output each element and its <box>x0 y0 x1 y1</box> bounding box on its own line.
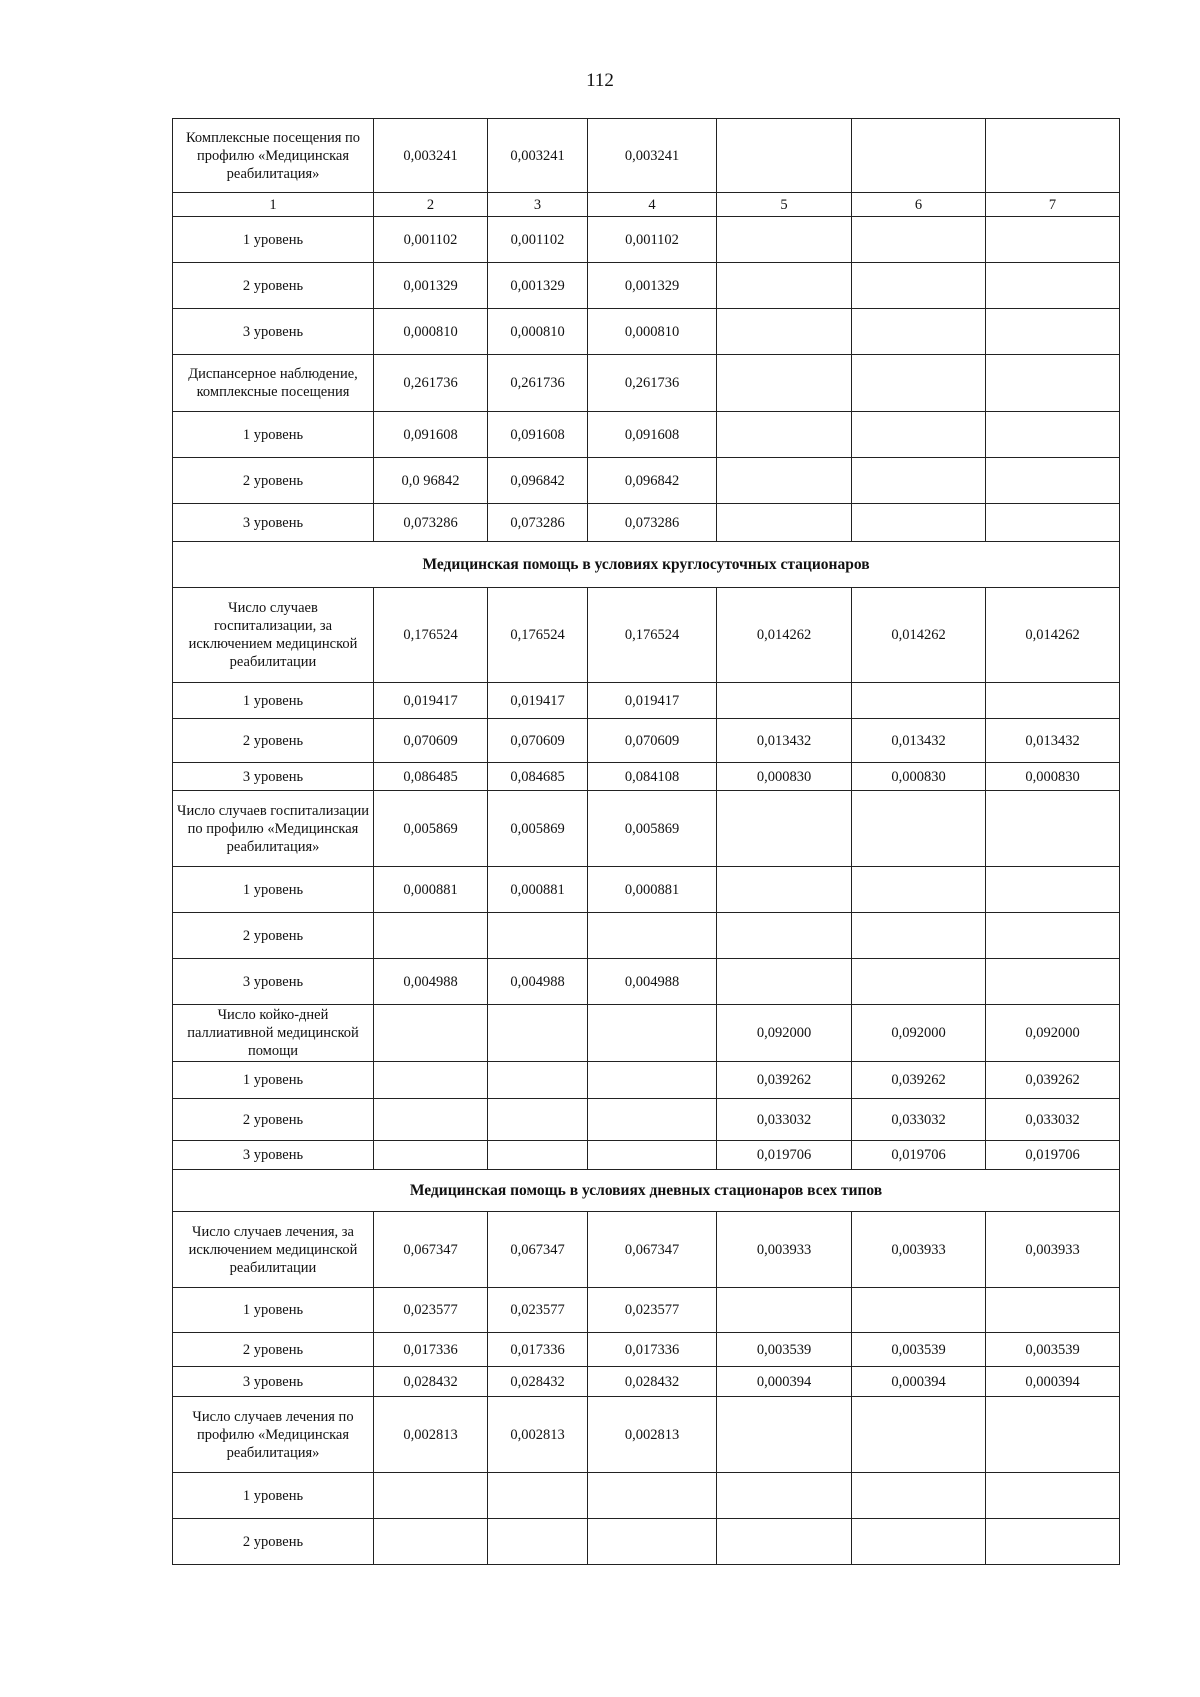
data-table <box>172 118 1120 1565</box>
table-cell: 0,019706 <box>986 1141 1120 1170</box>
row-label: 3 уровень <box>173 504 374 542</box>
table-cell <box>488 1473 588 1519</box>
table-cell: 0,005869 <box>374 791 488 867</box>
section-header-row <box>173 1170 1120 1212</box>
row-label: 2 уровень <box>173 719 374 763</box>
row-label: 1 уровень <box>173 1288 374 1333</box>
section-title: Медицинская помощь в условиях круглосуточных стационаров <box>173 542 1120 588</box>
table-cell <box>986 1473 1120 1519</box>
table-cell: 0,092000 <box>852 1005 986 1062</box>
table-cell <box>986 1397 1120 1473</box>
table-row <box>173 1288 1120 1333</box>
table-cell: 0,039262 <box>986 1062 1120 1099</box>
table-cell <box>374 1519 488 1565</box>
table-cell <box>986 355 1120 412</box>
table-cell <box>717 1519 852 1565</box>
table-row <box>173 1519 1120 1565</box>
table-cell: 0,002813 <box>488 1397 588 1473</box>
table-cell <box>852 1519 986 1565</box>
table-cell: 0,092000 <box>717 1005 852 1062</box>
table-cell: 0,000881 <box>488 867 588 913</box>
section-header-row <box>173 542 1120 588</box>
table-cell <box>852 119 986 193</box>
table-cell: 0,002813 <box>374 1397 488 1473</box>
row-label: 3 уровень <box>173 309 374 355</box>
table-row <box>173 1397 1120 1473</box>
row-label: 3 уровень <box>173 959 374 1005</box>
table-cell <box>717 867 852 913</box>
row-label: Число койко-дней паллиативной медицинской помощи <box>173 1005 374 1062</box>
table-cell <box>717 217 852 263</box>
table-cell: 0,014262 <box>852 588 986 683</box>
table-row <box>173 309 1120 355</box>
table-row <box>173 1099 1120 1141</box>
table-row <box>173 867 1120 913</box>
table-cell <box>986 217 1120 263</box>
table-cell <box>488 1099 588 1141</box>
table-cell <box>852 355 986 412</box>
table-cell <box>852 309 986 355</box>
table-cell: 0,003933 <box>717 1212 852 1288</box>
table-cell <box>986 458 1120 504</box>
table-cell: 0,000881 <box>374 867 488 913</box>
table-cell <box>852 504 986 542</box>
table-cell: 0,003933 <box>986 1212 1120 1288</box>
table-cell <box>852 867 986 913</box>
table-cell <box>717 1473 852 1519</box>
table-cell: 0,000810 <box>374 309 488 355</box>
row-label: 1 уровень <box>173 217 374 263</box>
table-cell <box>717 1397 852 1473</box>
table-row <box>173 355 1120 412</box>
table-cell <box>488 1062 588 1099</box>
table-cell: 0,084108 <box>588 763 717 791</box>
table-cell: 0,019706 <box>717 1141 852 1170</box>
table-cell: 0,0 96842 <box>374 458 488 504</box>
table-cell: 0,067347 <box>588 1212 717 1288</box>
table-cell: 0,013432 <box>986 719 1120 763</box>
table-cell: 0,014262 <box>986 588 1120 683</box>
row-label: 2 уровень <box>173 263 374 309</box>
row-label: Число случаев госпитализации по профилю «Медицинская реабилитация» <box>173 791 374 867</box>
column-number: 1 <box>173 193 374 217</box>
table-cell: 0,001329 <box>588 263 717 309</box>
table-row <box>173 412 1120 458</box>
table-row <box>173 1062 1120 1099</box>
table-cell: 0,002813 <box>588 1397 717 1473</box>
row-label: 3 уровень <box>173 1367 374 1397</box>
table-cell <box>852 959 986 1005</box>
table-cell <box>717 412 852 458</box>
row-label: 3 уровень <box>173 1141 374 1170</box>
table-cell: 0,004988 <box>588 959 717 1005</box>
table-cell <box>374 913 488 959</box>
column-number-row <box>173 193 1120 217</box>
table-cell <box>717 504 852 542</box>
row-label: Число случаев лечения по профилю «Медицинская реабилитация» <box>173 1397 374 1473</box>
table-cell: 0,019706 <box>852 1141 986 1170</box>
row-label: Комплексные посещения по профилю «Медицинская реабилитация» <box>173 119 374 193</box>
table-cell: 0,070609 <box>488 719 588 763</box>
table-cell: 0,003241 <box>374 119 488 193</box>
table-cell <box>852 1473 986 1519</box>
table-cell: 0,023577 <box>588 1288 717 1333</box>
table-cell: 0,091608 <box>374 412 488 458</box>
table-cell: 0,176524 <box>588 588 717 683</box>
table-cell <box>374 1062 488 1099</box>
column-number: 3 <box>488 193 588 217</box>
table-cell <box>717 791 852 867</box>
row-label: 1 уровень <box>173 1062 374 1099</box>
table-cell: 0,017336 <box>374 1333 488 1367</box>
table-cell <box>986 683 1120 719</box>
table-cell <box>588 1005 717 1062</box>
table-cell <box>374 1141 488 1170</box>
table-row <box>173 1333 1120 1367</box>
table-cell <box>986 309 1120 355</box>
table-row <box>173 588 1120 683</box>
table-cell: 0,013432 <box>852 719 986 763</box>
table-cell <box>986 791 1120 867</box>
table-cell <box>986 504 1120 542</box>
table-cell <box>986 263 1120 309</box>
table-cell: 0,176524 <box>488 588 588 683</box>
table-row <box>173 504 1120 542</box>
table-cell: 0,001329 <box>488 263 588 309</box>
table-row <box>173 1141 1120 1170</box>
table-cell: 0,000830 <box>717 763 852 791</box>
table-row <box>173 913 1120 959</box>
row-label: 2 уровень <box>173 913 374 959</box>
table-cell <box>588 1519 717 1565</box>
table-cell <box>717 913 852 959</box>
table-cell <box>717 1288 852 1333</box>
row-label: 2 уровень <box>173 1099 374 1141</box>
table-cell <box>488 913 588 959</box>
table-row <box>173 1212 1120 1288</box>
table-cell <box>588 1099 717 1141</box>
table-cell <box>717 309 852 355</box>
table-cell: 0,261736 <box>488 355 588 412</box>
table-cell <box>588 1062 717 1099</box>
table-cell: 0,000810 <box>588 309 717 355</box>
table-cell: 0,019417 <box>488 683 588 719</box>
table-cell: 0,067347 <box>488 1212 588 1288</box>
table-cell: 0,019417 <box>374 683 488 719</box>
table-cell: 0,067347 <box>374 1212 488 1288</box>
table-cell <box>588 1141 717 1170</box>
row-label: 2 уровень <box>173 458 374 504</box>
table-cell <box>986 913 1120 959</box>
table-cell: 0,073286 <box>374 504 488 542</box>
table-cell: 0,028432 <box>588 1367 717 1397</box>
table-row <box>173 719 1120 763</box>
row-label: Число случаев госпитализации, за исключением медицинской реабилитации <box>173 588 374 683</box>
row-label: 2 уровень <box>173 1519 374 1565</box>
table-cell: 0,033032 <box>852 1099 986 1141</box>
table-cell <box>986 1519 1120 1565</box>
table-cell: 0,261736 <box>374 355 488 412</box>
table-cell <box>986 867 1120 913</box>
column-number: 2 <box>374 193 488 217</box>
table-cell: 0,000394 <box>852 1367 986 1397</box>
table-cell: 0,070609 <box>374 719 488 763</box>
table-cell <box>717 458 852 504</box>
table-cell: 0,000394 <box>986 1367 1120 1397</box>
table-cell: 0,003539 <box>852 1333 986 1367</box>
table-cell: 0,039262 <box>717 1062 852 1099</box>
table-cell: 0,000881 <box>588 867 717 913</box>
table-cell: 0,092000 <box>986 1005 1120 1062</box>
table-cell: 0,001329 <box>374 263 488 309</box>
table-cell: 0,017336 <box>588 1333 717 1367</box>
table-cell <box>986 1288 1120 1333</box>
table-row <box>173 1473 1120 1519</box>
table-cell: 0,000830 <box>986 763 1120 791</box>
table-cell <box>717 683 852 719</box>
table-cell <box>717 263 852 309</box>
table-cell <box>986 412 1120 458</box>
table-row <box>173 959 1120 1005</box>
table-cell: 0,096842 <box>488 458 588 504</box>
table-row <box>173 217 1120 263</box>
row-label: 1 уровень <box>173 1473 374 1519</box>
table-cell <box>488 1005 588 1062</box>
table-row <box>173 791 1120 867</box>
page-number: 112 <box>586 70 614 91</box>
table-cell <box>852 217 986 263</box>
table-row <box>173 1005 1120 1062</box>
table-cell: 0,001102 <box>488 217 588 263</box>
table-cell <box>852 913 986 959</box>
table-cell: 0,073286 <box>588 504 717 542</box>
table-cell: 0,033032 <box>986 1099 1120 1141</box>
row-label: Диспансерное наблюдение, комплексные посещения <box>173 355 374 412</box>
table-row <box>173 763 1120 791</box>
table-cell: 0,091608 <box>588 412 717 458</box>
table-cell: 0,070609 <box>588 719 717 763</box>
table-cell: 0,019417 <box>588 683 717 719</box>
table-cell: 0,004988 <box>488 959 588 1005</box>
column-number: 5 <box>717 193 852 217</box>
table-cell: 0,023577 <box>374 1288 488 1333</box>
table-cell: 0,014262 <box>717 588 852 683</box>
table-row <box>173 263 1120 309</box>
table-cell <box>986 119 1120 193</box>
table-cell: 0,023577 <box>488 1288 588 1333</box>
table-cell: 0,005869 <box>488 791 588 867</box>
table-cell <box>852 1397 986 1473</box>
table-cell <box>717 959 852 1005</box>
row-label: 3 уровень <box>173 763 374 791</box>
column-number: 6 <box>852 193 986 217</box>
table-cell: 0,039262 <box>852 1062 986 1099</box>
table-cell: 0,004988 <box>374 959 488 1005</box>
table-cell: 0,084685 <box>488 763 588 791</box>
table-cell: 0,091608 <box>488 412 588 458</box>
table-cell: 0,073286 <box>488 504 588 542</box>
table-cell: 0,028432 <box>374 1367 488 1397</box>
table-cell: 0,003241 <box>488 119 588 193</box>
table-cell: 0,000830 <box>852 763 986 791</box>
table-cell: 0,003539 <box>717 1333 852 1367</box>
table-cell <box>852 458 986 504</box>
table-body <box>173 119 1120 1565</box>
table-cell: 0,003933 <box>852 1212 986 1288</box>
table-cell <box>488 1141 588 1170</box>
table-row <box>173 458 1120 504</box>
table-cell: 0,003539 <box>986 1333 1120 1367</box>
column-number: 7 <box>986 193 1120 217</box>
column-number: 4 <box>588 193 717 217</box>
row-label: 2 уровень <box>173 1333 374 1367</box>
table-cell <box>374 1099 488 1141</box>
table-cell: 0,013432 <box>717 719 852 763</box>
row-label: Число случаев лечения, за исключением медицинской реабилитации <box>173 1212 374 1288</box>
table-cell <box>852 412 986 458</box>
table-cell <box>986 959 1120 1005</box>
table-cell: 0,000394 <box>717 1367 852 1397</box>
table-cell <box>852 1288 986 1333</box>
table-cell <box>717 119 852 193</box>
table-cell: 0,086485 <box>374 763 488 791</box>
row-label: 1 уровень <box>173 683 374 719</box>
table-cell <box>717 355 852 412</box>
table-cell: 0,096842 <box>588 458 717 504</box>
row-label: 1 уровень <box>173 867 374 913</box>
section-title: Медицинская помощь в условиях дневных стационаров всех типов <box>173 1170 1120 1212</box>
table-cell: 0,028432 <box>488 1367 588 1397</box>
table-cell <box>374 1005 488 1062</box>
table-cell: 0,001102 <box>374 217 488 263</box>
table-row <box>173 683 1120 719</box>
table-cell: 0,005869 <box>588 791 717 867</box>
table-cell <box>374 1473 488 1519</box>
table-cell <box>852 683 986 719</box>
table-cell: 0,033032 <box>717 1099 852 1141</box>
table-cell <box>588 1473 717 1519</box>
table-row <box>173 1367 1120 1397</box>
table-cell <box>488 1519 588 1565</box>
table-cell: 0,001102 <box>588 217 717 263</box>
table-cell: 0,000810 <box>488 309 588 355</box>
table-row-top <box>173 119 1120 193</box>
table-cell <box>852 791 986 867</box>
row-label: 1 уровень <box>173 412 374 458</box>
table-cell: 0,261736 <box>588 355 717 412</box>
table-cell: 0,176524 <box>374 588 488 683</box>
table-cell <box>852 263 986 309</box>
table-cell <box>588 913 717 959</box>
table-cell: 0,003241 <box>588 119 717 193</box>
table-cell: 0,017336 <box>488 1333 588 1367</box>
